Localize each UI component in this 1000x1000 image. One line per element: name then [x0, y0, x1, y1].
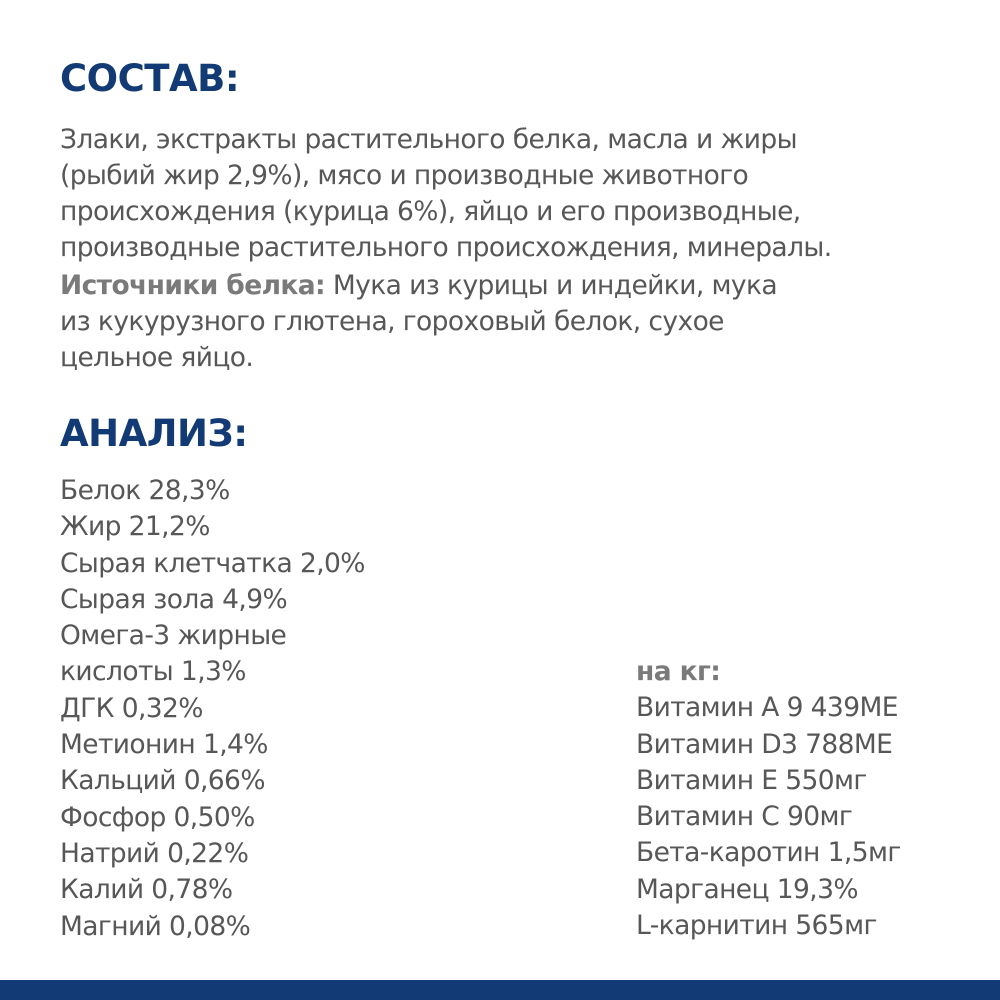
per-kg-list — [636, 654, 901, 944]
per-kg-item: Бета-каротин 1,5мг — [636, 837, 901, 869]
per-kg-label: на кг: — [636, 656, 721, 687]
analysis-item: Жир 21,2% — [60, 511, 210, 543]
bottom-accent-bar — [0, 980, 1000, 1000]
analysis-heading: АНАЛИЗ: — [60, 412, 248, 455]
protein-sources-line: цельное яйцо. — [60, 342, 254, 373]
analysis-item: Натрий 0,22% — [60, 837, 249, 869]
ingredients-line: производные растительного происхождения, минералы. — [60, 232, 832, 263]
per-kg-item: Витамин D3 788МЕ — [636, 728, 893, 760]
ingredients-line: Злаки, экстракты растительного белка, масла и жиры — [60, 124, 797, 155]
analysis-item: ДГК 0,32% — [60, 692, 203, 724]
analysis-item: Белок 28,3% — [60, 475, 230, 506]
protein-sources-text: Мука из курицы и индейки, мука — [325, 270, 777, 301]
per-kg-item: Марганец 19,3% — [636, 873, 858, 905]
analysis-list — [60, 473, 365, 945]
ingredients-line: происхождения (курица 6%), яйцо и его производные, — [60, 196, 801, 227]
per-kg-item: L-карнитин 565мг — [636, 910, 877, 942]
analysis-item: Сырая зола 4,9% — [60, 583, 288, 615]
analysis-item: Сырая клетчатка 2,0% — [60, 547, 365, 579]
ingredients-line: (рыбий жир 2,9%), мясо и производные животного — [60, 160, 749, 191]
protein-sources-line: из кукурузного глютена, гороховый белок, сухое — [60, 306, 724, 337]
analysis-item: Магний 0,08% — [60, 910, 251, 942]
analysis-item: Кальций 0,66% — [60, 765, 265, 797]
analysis-item: кислоты 1,3% — [60, 656, 246, 688]
analysis-item: Калий 0,78% — [60, 874, 233, 906]
analysis-item: Омега-3 жирные — [60, 620, 287, 652]
analysis-item: Фосфор 0,50% — [60, 801, 255, 833]
protein-sources-paragraph — [60, 268, 880, 376]
protein-sources-label: Источники белка: — [60, 270, 326, 301]
ingredients-paragraph — [60, 122, 960, 266]
analysis-item: Метионин 1,4% — [60, 729, 268, 761]
per-kg-item: Витамин С 90мг — [636, 801, 853, 833]
per-kg-item: Витамин Е 550мг — [636, 764, 867, 796]
protein-sources-line — [60, 268, 880, 304]
composition-heading: СОСТАВ: — [60, 57, 240, 100]
per-kg-item: Витамин А 9 439МЕ — [636, 692, 898, 724]
